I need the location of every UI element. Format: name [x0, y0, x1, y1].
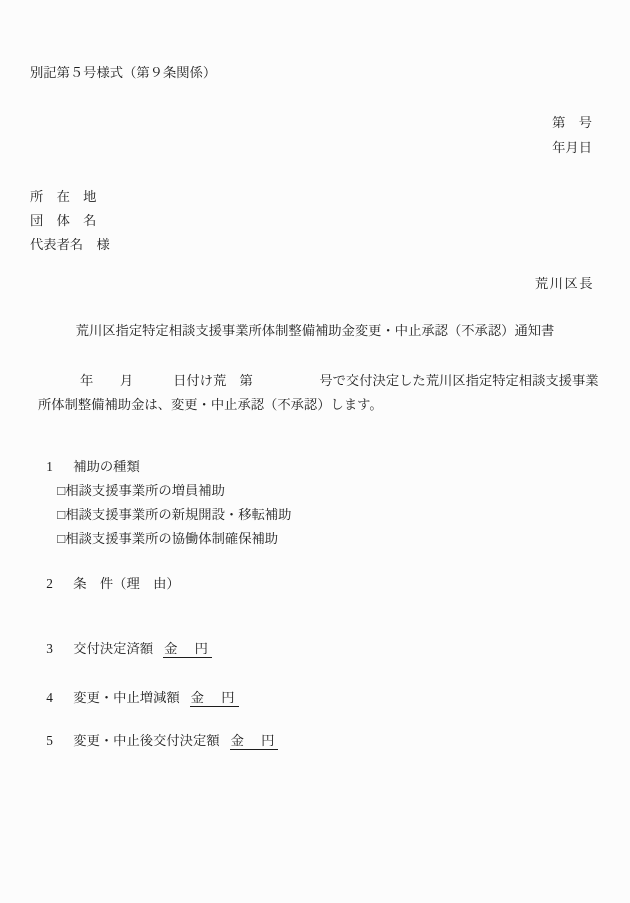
section-3-heading: [33, 623, 212, 674]
section-5-title: 変更・中止後交付決定額: [73, 733, 220, 748]
section-1-number: 1: [46, 459, 53, 474]
subsidy-option-label: 相談支援事業所の増員補助: [65, 483, 225, 498]
section-3-number: 3: [46, 641, 53, 656]
section-5-number: 5: [46, 733, 53, 748]
body-paragraph-line-1: 年 月 日付け荒 第 号で交付決定した荒川区指定特定相談支援事業: [80, 373, 599, 388]
recipient-address-label: 所 在 地: [30, 189, 97, 204]
subsidy-option-label: 相談支援事業所の協働体制確保補助: [65, 531, 279, 546]
checkbox-icon[interactable]: □: [57, 507, 66, 522]
body-paragraph-line-2: 所体制整備補助金は、変更・中止承認（不承認）します。: [38, 397, 383, 412]
subsidy-option-row: [44, 513, 278, 564]
issue-date: 年月日: [552, 140, 592, 155]
section-4-number: 4: [46, 690, 53, 705]
section-1-title: 補助の種類: [73, 459, 140, 474]
sender-title: 荒川区長: [534, 276, 594, 291]
section-5-amount-field: 金 円: [230, 733, 277, 748]
checkbox-icon[interactable]: □: [57, 483, 66, 498]
section-3-title: 交付決定済額: [73, 641, 154, 656]
section-2-title: 条 件（理 由）: [73, 576, 180, 591]
recipient-name-label: 代表者名 様: [30, 237, 110, 252]
section-3-amount-field: 金 円: [164, 641, 210, 656]
document-number: 第 号: [552, 115, 592, 130]
section-2-heading: [33, 558, 180, 609]
section-2-number: 2: [46, 576, 53, 591]
section-5-heading: [33, 715, 278, 766]
form-number-note: 別記第５号様式（第９条関係）: [30, 65, 217, 80]
section-4-amount-field: 金 円: [190, 690, 237, 705]
checkbox-icon[interactable]: □: [57, 531, 66, 546]
document-title: 荒川区指定特定相談支援事業所体制整備補助金変更・中止承認（不承認）通知書: [75, 323, 555, 338]
recipient-organization-label: 団 体 名: [30, 213, 97, 228]
subsidy-option-label: 相談支援事業所の新規開設・移転補助: [65, 507, 292, 522]
section-4-title: 変更・中止増減額: [73, 690, 180, 705]
